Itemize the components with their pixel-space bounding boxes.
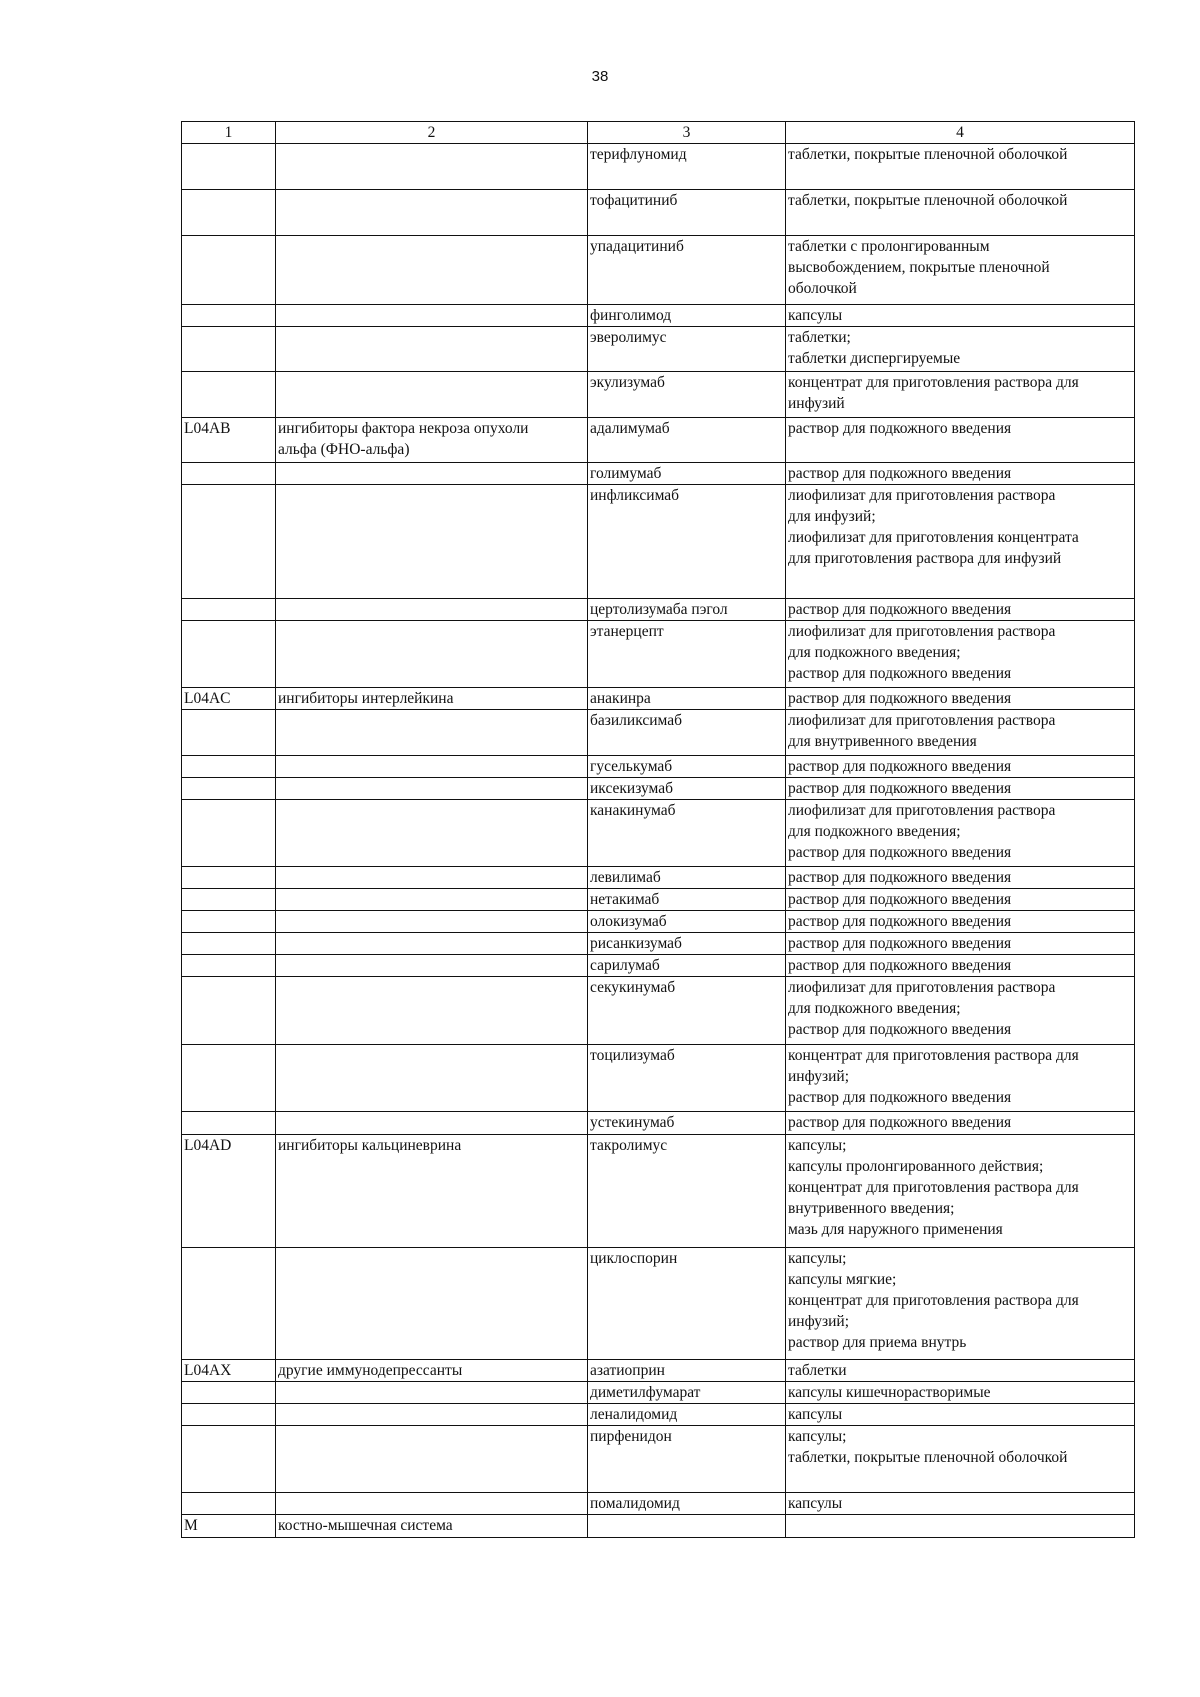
atc-code-cell	[182, 1404, 276, 1426]
atc-code-cell	[182, 889, 276, 911]
drug-name-cell: сарилумаб	[588, 955, 786, 977]
atc-code-cell	[182, 327, 276, 372]
table-row	[182, 800, 1135, 867]
table-row	[182, 977, 1135, 1045]
group-name-cell	[276, 190, 588, 236]
atc-code-cell	[182, 372, 276, 418]
table-row	[182, 1426, 1135, 1493]
table-row	[182, 756, 1135, 778]
dosage-forms-cell: капсулы	[786, 1404, 1135, 1426]
table-row	[182, 621, 1135, 688]
group-name-cell	[276, 144, 588, 190]
drug-name-cell: нетакимаб	[588, 889, 786, 911]
group-name-cell	[276, 800, 588, 867]
group-name-cell	[276, 599, 588, 621]
atc-code-cell	[182, 933, 276, 955]
dosage-forms-cell: раствор для подкожного введения	[786, 867, 1135, 889]
atc-code-cell	[182, 599, 276, 621]
dosage-forms-cell: таблетки; таблетки диспергируемые	[786, 327, 1135, 372]
dosage-forms-cell: лиофилизат для приготовления раствора для подкожного введения; раствор для подкожного введения	[786, 621, 1135, 688]
drug-name-cell: этанерцепт	[588, 621, 786, 688]
table-row	[182, 144, 1135, 190]
group-name-cell: другие иммунодепрессанты	[276, 1360, 588, 1382]
table-header-row	[182, 122, 1135, 144]
group-name-cell	[276, 372, 588, 418]
dosage-forms-cell: таблетки с пролонгированным высвобождением, покрытые пленочной оболочкой	[786, 236, 1135, 305]
table-row	[182, 889, 1135, 911]
table-row	[182, 1404, 1135, 1426]
table-row	[182, 955, 1135, 977]
table-row	[182, 1112, 1135, 1135]
atc-code-cell	[182, 1045, 276, 1112]
dosage-forms-cell: таблетки, покрытые пленочной оболочкой	[786, 190, 1135, 236]
group-name-cell	[276, 977, 588, 1045]
drug-name-cell: гуселькумаб	[588, 756, 786, 778]
atc-code-cell	[182, 756, 276, 778]
dosage-forms-cell: раствор для подкожного введения	[786, 463, 1135, 485]
table-row	[182, 372, 1135, 418]
drug-name-cell: инфликсимаб	[588, 485, 786, 599]
table-row	[182, 778, 1135, 800]
column-header-3: 3	[588, 122, 786, 144]
atc-code-cell	[182, 911, 276, 933]
column-header-1: 1	[182, 122, 276, 144]
atc-code-cell	[182, 144, 276, 190]
dosage-forms-cell: лиофилизат для приготовления раствора для подкожного введения; раствор для подкожного введения	[786, 800, 1135, 867]
dosage-forms-cell: раствор для подкожного введения	[786, 955, 1135, 977]
group-name-cell	[276, 236, 588, 305]
drug-name-cell: устекинумаб	[588, 1112, 786, 1135]
atc-code-cell	[182, 621, 276, 688]
drug-name-cell	[588, 1515, 786, 1538]
table-row	[182, 867, 1135, 889]
group-name-cell	[276, 710, 588, 756]
table-row	[182, 485, 1135, 599]
group-name-cell	[276, 1404, 588, 1426]
drug-name-cell: олокизумаб	[588, 911, 786, 933]
drug-name-cell: канакинумаб	[588, 800, 786, 867]
dosage-forms-cell: раствор для подкожного введения	[786, 778, 1135, 800]
dosage-forms-cell: лиофилизат для приготовления раствора для подкожного введения; раствор для подкожного введения	[786, 977, 1135, 1045]
table-row	[182, 1493, 1135, 1515]
group-name-cell	[276, 1112, 588, 1135]
drug-name-cell: циклоспорин	[588, 1248, 786, 1360]
drug-name-cell: цертолизумаба пэгол	[588, 599, 786, 621]
drug-name-cell: левилимаб	[588, 867, 786, 889]
group-name-cell	[276, 305, 588, 327]
drug-name-cell: тоцилизумаб	[588, 1045, 786, 1112]
table-row	[182, 1135, 1135, 1248]
table-row	[182, 599, 1135, 621]
column-header-4: 4	[786, 122, 1135, 144]
atc-code-cell: M	[182, 1515, 276, 1538]
table-row	[182, 1515, 1135, 1538]
dosage-forms-cell: раствор для подкожного введения	[786, 1112, 1135, 1135]
table-body	[182, 144, 1135, 1538]
atc-code-cell	[182, 1248, 276, 1360]
dosage-forms-cell: капсулы	[786, 1493, 1135, 1515]
drug-name-cell: базиликсимаб	[588, 710, 786, 756]
atc-code-cell	[182, 710, 276, 756]
group-name-cell	[276, 1382, 588, 1404]
page-number: 38	[591, 68, 609, 85]
atc-code-cell: L04AC	[182, 688, 276, 710]
drug-name-cell: иксекизумаб	[588, 778, 786, 800]
medication-table	[181, 121, 1135, 1538]
atc-code-cell	[182, 1382, 276, 1404]
drug-name-cell: экулизумаб	[588, 372, 786, 418]
atc-code-cell	[182, 1493, 276, 1515]
dosage-forms-cell: раствор для подкожного введения	[786, 599, 1135, 621]
atc-code-cell: L04AX	[182, 1360, 276, 1382]
atc-code-cell	[182, 305, 276, 327]
group-name-cell	[276, 1248, 588, 1360]
atc-code-cell	[182, 778, 276, 800]
table-row	[182, 1382, 1135, 1404]
drug-name-cell: рисанкизумаб	[588, 933, 786, 955]
dosage-forms-cell: таблетки	[786, 1360, 1135, 1382]
group-name-cell: костно-мышечная система	[276, 1515, 588, 1538]
dosage-forms-cell	[786, 1515, 1135, 1538]
group-name-cell: ингибиторы кальциневрина	[276, 1135, 588, 1248]
atc-code-cell	[182, 800, 276, 867]
table-row	[182, 1248, 1135, 1360]
table-row	[182, 911, 1135, 933]
drug-name-cell: азатиоприн	[588, 1360, 786, 1382]
atc-code-cell	[182, 1426, 276, 1493]
group-name-cell	[276, 485, 588, 599]
atc-code-cell	[182, 1112, 276, 1135]
group-name-cell	[276, 1426, 588, 1493]
atc-code-cell	[182, 955, 276, 977]
group-name-cell	[276, 756, 588, 778]
drug-name-cell: финголимод	[588, 305, 786, 327]
drug-name-cell: секукинумаб	[588, 977, 786, 1045]
drug-name-cell: помалидомид	[588, 1493, 786, 1515]
drug-name-cell: адалимумаб	[588, 418, 786, 463]
dosage-forms-cell: концентрат для приготовления раствора для инфузий	[786, 372, 1135, 418]
drug-name-cell: пирфенидон	[588, 1426, 786, 1493]
dosage-forms-cell: капсулы	[786, 305, 1135, 327]
drug-name-cell: диметилфумарат	[588, 1382, 786, 1404]
drug-name-cell: упадацитиниб	[588, 236, 786, 305]
atc-code-cell: L04AD	[182, 1135, 276, 1248]
atc-code-cell	[182, 236, 276, 305]
table-row	[182, 327, 1135, 372]
drug-name-cell: терифлуномид	[588, 144, 786, 190]
dosage-forms-cell: раствор для подкожного введения	[786, 756, 1135, 778]
drug-name-cell: анакинра	[588, 688, 786, 710]
table-row	[182, 710, 1135, 756]
dosage-forms-cell: таблетки, покрытые пленочной оболочкой	[786, 144, 1135, 190]
group-name-cell	[276, 327, 588, 372]
dosage-forms-cell: капсулы; капсулы пролонгированного действия; концентрат для приготовления раствора для внутривенного введения; мазь для наружного применения	[786, 1135, 1135, 1248]
table-row	[182, 1045, 1135, 1112]
dosage-forms-cell: раствор для подкожного введения	[786, 889, 1135, 911]
atc-code-cell	[182, 485, 276, 599]
table-row	[182, 463, 1135, 485]
group-name-cell	[276, 867, 588, 889]
atc-code-cell	[182, 867, 276, 889]
drug-name-cell: леналидомид	[588, 1404, 786, 1426]
dosage-forms-cell: капсулы кишечнорастворимые	[786, 1382, 1135, 1404]
atc-code-cell	[182, 463, 276, 485]
drug-name-cell: такролимус	[588, 1135, 786, 1248]
dosage-forms-cell: капсулы; таблетки, покрытые пленочной оболочкой	[786, 1426, 1135, 1493]
table-row	[182, 418, 1135, 463]
column-header-2: 2	[276, 122, 588, 144]
dosage-forms-cell: раствор для подкожного введения	[786, 418, 1135, 463]
group-name-cell: ингибиторы фактора некроза опухоли альфа (ФНО-альфа)	[276, 418, 588, 463]
atc-code-cell	[182, 190, 276, 236]
table-row	[182, 1360, 1135, 1382]
dosage-forms-cell: раствор для подкожного введения	[786, 933, 1135, 955]
dosage-forms-cell: лиофилизат для приготовления раствора для внутривенного введения	[786, 710, 1135, 756]
group-name-cell	[276, 621, 588, 688]
table-row	[182, 190, 1135, 236]
dosage-forms-cell: лиофилизат для приготовления раствора для инфузий; лиофилизат для приготовления концентрата для приготовления раствора для инфузий	[786, 485, 1135, 599]
group-name-cell	[276, 778, 588, 800]
atc-code-cell	[182, 977, 276, 1045]
group-name-cell	[276, 1045, 588, 1112]
table-row	[182, 236, 1135, 305]
table-row	[182, 933, 1135, 955]
dosage-forms-cell: раствор для подкожного введения	[786, 688, 1135, 710]
dosage-forms-cell: раствор для подкожного введения	[786, 911, 1135, 933]
dosage-forms-cell: капсулы; капсулы мягкие; концентрат для приготовления раствора для инфузий; раствор для приема внутрь	[786, 1248, 1135, 1360]
drug-name-cell: тофацитиниб	[588, 190, 786, 236]
group-name-cell	[276, 463, 588, 485]
table-row	[182, 305, 1135, 327]
group-name-cell	[276, 955, 588, 977]
group-name-cell	[276, 889, 588, 911]
group-name-cell: ингибиторы интерлейкина	[276, 688, 588, 710]
group-name-cell	[276, 911, 588, 933]
dosage-forms-cell: концентрат для приготовления раствора для инфузий; раствор для подкожного введения	[786, 1045, 1135, 1112]
drug-name-cell: эверолимус	[588, 327, 786, 372]
group-name-cell	[276, 933, 588, 955]
table-row	[182, 688, 1135, 710]
atc-code-cell: L04AB	[182, 418, 276, 463]
drug-name-cell: голимумаб	[588, 463, 786, 485]
group-name-cell	[276, 1493, 588, 1515]
